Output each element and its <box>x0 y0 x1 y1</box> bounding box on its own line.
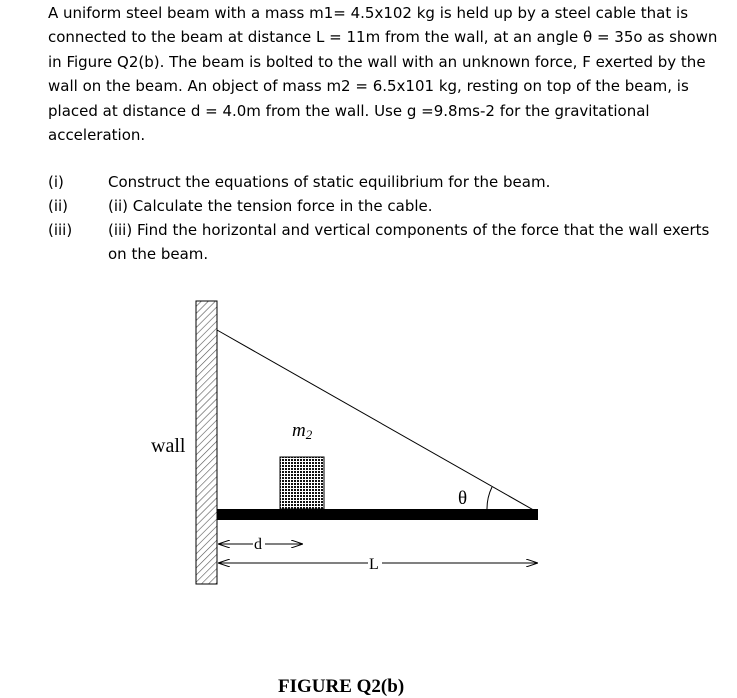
question-number: (iii) <box>48 221 73 239</box>
angle-label: θ <box>458 488 468 509</box>
question-line: on the beam. <box>108 245 209 264</box>
figure-caption: FIGURE Q2(b) <box>278 676 405 697</box>
question-line: (ii) Calculate the tension force in the cable. <box>108 197 433 215</box>
beam-shape <box>217 509 538 520</box>
mass-block <box>280 457 324 509</box>
question-number: (i) <box>48 173 64 191</box>
cable-line <box>217 330 537 512</box>
angle-arc <box>487 487 492 510</box>
wall-shape <box>196 301 217 584</box>
problem-line: acceleration. <box>48 126 146 145</box>
problem-line: A uniform steel beam with a mass m1= 4.5x102 kg is held up by a steel cable that is <box>48 4 689 22</box>
mass-label: m2 <box>292 420 313 442</box>
problem-line: in Figure Q2(b). The beam is bolted to the wall with an unknown force, F exerted by the <box>48 52 706 71</box>
problem-line: connected to the beam at distance L = 11m from the wall, at an angle θ = 35o as shown <box>48 28 718 47</box>
wall-label: wall <box>151 435 186 457</box>
question-number: (ii) <box>48 197 69 215</box>
question-line: Construct the equations of static equilibrium for the beam. <box>108 173 551 191</box>
problem-line: placed at distance d = 4.0m from the wall. Use g =9.8ms-2 for the gravitational <box>48 101 650 120</box>
question-line: (iii) Find the horizontal and vertical components of the force that the wall exerts <box>108 221 710 239</box>
d-label: d <box>254 536 262 553</box>
problem-line: wall on the beam. An object of mass m2 = 6.5x101 kg, resting on top of the beam, is <box>48 77 689 96</box>
L-label: L <box>369 556 379 573</box>
